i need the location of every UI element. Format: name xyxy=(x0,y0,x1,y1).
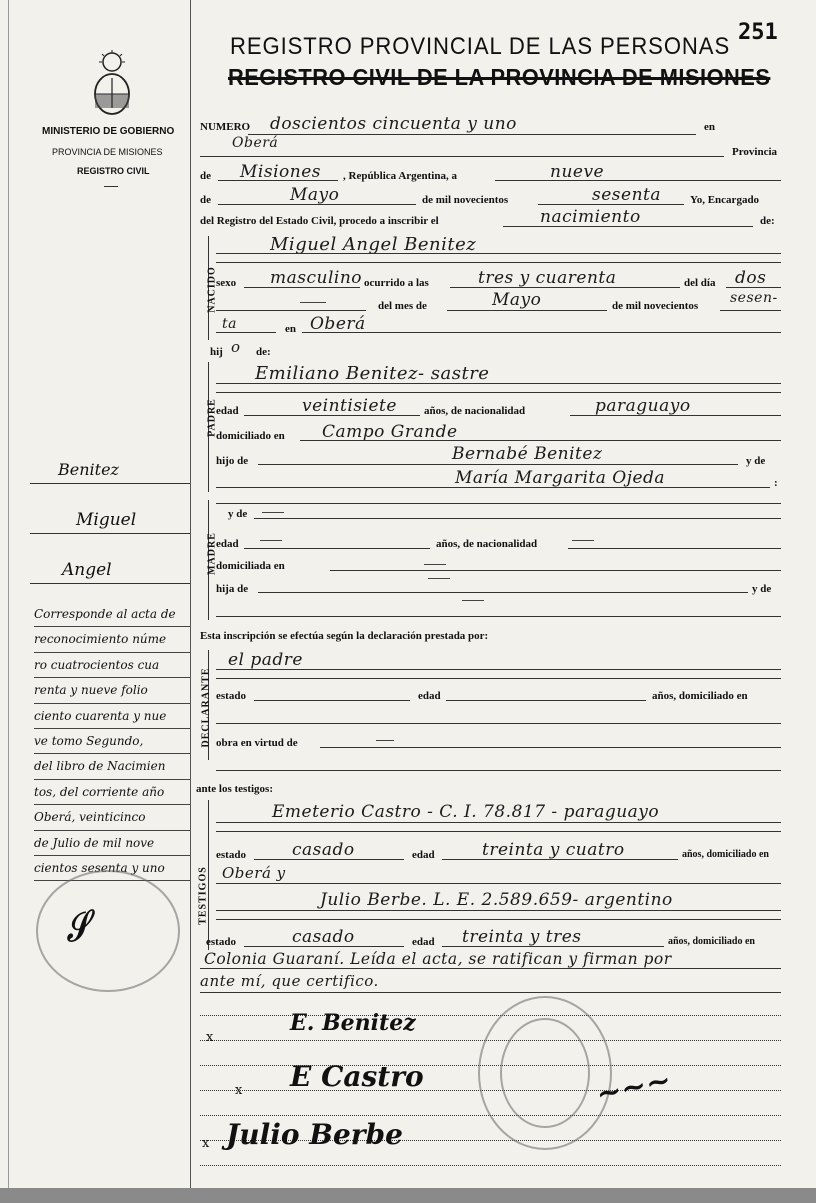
dom4-line xyxy=(216,883,781,884)
struck-title: REGISTRO CIVIL DE LA PROVINCIA DE MISIONES xyxy=(228,64,771,90)
label-numero: NUMERO xyxy=(200,121,251,133)
label-del-dia: del día xyxy=(684,277,716,289)
margin-nombre1: Miguel xyxy=(76,510,137,530)
hw-testigo2-estado: casado xyxy=(292,927,355,947)
hw-abuela: María Margarita Ojeda xyxy=(455,468,666,488)
label-mil-nov: de mil novecientos xyxy=(422,194,509,206)
provincia-line xyxy=(218,180,338,181)
margin-apellido: Benitez xyxy=(58,460,119,479)
dash-obra xyxy=(376,740,394,741)
dash-nac2 xyxy=(572,540,594,541)
abuelo-line xyxy=(258,464,738,465)
label-anos-dom3: años, domiciliado en xyxy=(668,936,755,947)
label-republica: , República Argentina, a xyxy=(343,170,457,182)
label-hija-de: hija de xyxy=(216,583,249,595)
hw-cierre1: Colonia Guaraní. Leída el acta, se ratifican y firman por xyxy=(204,950,672,968)
hija-line2 xyxy=(216,616,781,617)
margin-note-line: Corresponde al acta de xyxy=(34,602,190,627)
label-domiciliado: domiciliado en xyxy=(216,430,285,442)
label-yo: Yo, Encargado xyxy=(690,194,760,206)
margin-divider xyxy=(190,0,191,1203)
label-anos-dom: años, domiciliado en xyxy=(652,690,748,702)
hw-ciudad: Oberá xyxy=(232,135,279,151)
margin-nombre2: Angel xyxy=(62,560,112,580)
madre-top-line xyxy=(216,503,781,504)
left-edge-rule xyxy=(8,0,9,1203)
sig-mark-3: x xyxy=(235,1083,243,1098)
padre-edad-line xyxy=(244,415,420,416)
hw-testigo2: Julio Berbe. L. E. 2.589.659- argentino xyxy=(320,890,673,910)
dash-edad2 xyxy=(260,540,282,541)
margin-note-line: reconocimiento núme xyxy=(34,627,190,652)
padre-line2 xyxy=(216,392,781,393)
sig-mark-1: x xyxy=(206,1030,214,1045)
estado-line xyxy=(254,700,410,701)
hw-nombre: Miguel Angel Benitez xyxy=(270,234,477,255)
margin-signature-icon: 𝒮 xyxy=(58,904,96,952)
section-padre: PADRE xyxy=(206,398,218,437)
sig-mark-2: x xyxy=(202,1136,210,1151)
ta-line xyxy=(216,332,276,333)
margin-note-line: del libro de Nacimien xyxy=(34,754,190,779)
label-edad: edad xyxy=(216,405,239,417)
hw-dia: nueve xyxy=(550,162,605,182)
margin-note-line: tos, del corriente año xyxy=(34,780,190,805)
label-y-de: y de xyxy=(746,455,766,467)
hw-hora: tres y cuarenta xyxy=(478,268,617,288)
label-en: en xyxy=(704,121,715,133)
edad3-line xyxy=(446,700,646,701)
hw-lugar-nac: Oberá xyxy=(310,314,366,334)
document-title: REGISTRO PROVINCIAL DE LAS PERSONAS xyxy=(230,33,731,60)
margin-note-line: cientos sesenta y uno xyxy=(34,856,190,881)
sexo-line xyxy=(244,287,360,288)
testigo1-line xyxy=(216,822,781,823)
label-obra: obra en virtud de xyxy=(216,737,298,749)
margin-note-line: de Julio de mil nove xyxy=(34,831,190,856)
edad2-line xyxy=(244,548,430,549)
section-testigos: TESTIGOS xyxy=(197,866,209,925)
sig-line-7 xyxy=(200,1165,781,1166)
margin-stamp-icon xyxy=(36,870,180,992)
label-y-de2: y de xyxy=(228,508,248,520)
label-y-de3: y de xyxy=(752,583,772,595)
dash-dom2 xyxy=(424,564,446,565)
label-edad3: edad xyxy=(418,690,441,702)
label-provincia: Provincia xyxy=(732,146,778,158)
estado2-line xyxy=(254,859,404,860)
hw-mes: Mayo xyxy=(290,185,340,205)
margin-rule-1 xyxy=(30,483,190,484)
label-inscripcion: Esta inscripción se efectúa según la declaración prestada por: xyxy=(200,630,489,642)
label-anos-dom2: años, domiciliado en xyxy=(682,849,769,860)
testigo2-line xyxy=(216,910,781,911)
hw-testigo2-edad: treinta y tres xyxy=(462,927,582,947)
label-estado: estado xyxy=(216,690,246,702)
margin-note xyxy=(34,602,190,881)
label-del-registro: del Registro del Estado Civil, procedo a inscribir el xyxy=(200,215,439,227)
mes-line xyxy=(218,204,416,205)
label-en2: en xyxy=(285,323,296,335)
margin-note-line: Oberá, veinticinco xyxy=(34,805,190,830)
hw-testigo1: Emeterio Castro - C. I. 78.817 - paraguayo xyxy=(272,802,660,822)
dia-line xyxy=(495,180,781,181)
hw-cierre2: ante mí, que certifico. xyxy=(200,972,379,990)
dom3-line xyxy=(216,723,781,724)
dia-nac-line xyxy=(726,287,781,288)
label-ante: ante los testigos: xyxy=(196,783,273,795)
hw-abuelo: Bernabé Benitez xyxy=(452,444,603,464)
yde-line xyxy=(254,518,781,519)
hw-testigo1-edad: treinta y cuatro xyxy=(482,840,625,860)
margin-rule-2 xyxy=(30,533,190,534)
section-madre: MADRE xyxy=(206,532,218,575)
institution-ministry: MINISTERIO DE GOBIERNO xyxy=(42,126,175,137)
label-edad5: edad xyxy=(412,936,435,948)
declarante-line2 xyxy=(216,678,781,679)
dash-yde xyxy=(262,512,284,513)
label-mil-nov2: de mil novecientos xyxy=(612,300,699,312)
nombre-line xyxy=(216,253,781,254)
label-de3: de: xyxy=(256,346,271,358)
label-hijo-de: hijo de xyxy=(216,455,249,467)
acto-line xyxy=(503,226,753,227)
obra-line xyxy=(320,747,781,748)
label-edad2: edad xyxy=(216,538,239,550)
dash-hija xyxy=(428,578,450,579)
abuela-line xyxy=(216,487,770,488)
hw-mes-nac: Mayo xyxy=(492,290,542,310)
estado3-line xyxy=(244,946,404,947)
margin-rule-3 xyxy=(30,583,190,584)
margin-note-line: ciento cuarenta y nue xyxy=(34,704,190,729)
numero-line xyxy=(248,134,696,135)
official-stamp-inner xyxy=(500,1018,590,1128)
label-domiciliada: domiciliada en xyxy=(216,560,285,572)
label-de2: de xyxy=(200,194,211,206)
bottom-band xyxy=(0,1188,816,1203)
padre-nac-line xyxy=(570,415,781,416)
signature-benitez: E. Benitez xyxy=(290,1010,416,1036)
hw-declarante: el padre xyxy=(228,650,303,670)
signature-berbe: Julio Berbe xyxy=(226,1118,403,1151)
section-nacido: NACIDO xyxy=(206,266,218,313)
lugar-line xyxy=(302,332,781,333)
hw-padre-edad: veintisiete xyxy=(302,396,397,416)
declarante-line xyxy=(216,669,781,670)
testigo1-line2 xyxy=(216,831,781,832)
nac2-line xyxy=(568,548,781,549)
ciudad-line xyxy=(200,156,724,157)
hw-padre-dom: Campo Grande xyxy=(322,422,458,442)
label-de: de xyxy=(200,170,211,182)
hw-acto: nacimiento xyxy=(540,207,641,227)
label-estado3: estado xyxy=(206,936,236,948)
hw-testigo1-estado: casado xyxy=(292,840,355,860)
label-edad4: edad xyxy=(412,849,435,861)
hw-anio: sesenta xyxy=(592,185,661,205)
label-ocurrido: ocurrido a las xyxy=(364,277,429,289)
obra-line2 xyxy=(216,770,781,771)
edad4-line xyxy=(442,859,678,860)
label-hijo: hij xyxy=(210,346,223,358)
margin-note-line: ro cuatrocientos cua xyxy=(34,653,190,678)
label-anos-nac2: años, de nacionalidad xyxy=(436,538,538,550)
sig-line-1 xyxy=(200,1015,781,1016)
padre-line xyxy=(216,383,781,384)
hw-sexo: masculino xyxy=(270,268,363,288)
margin-note-line: renta y nueve folio xyxy=(34,678,190,703)
institution-underline xyxy=(104,186,118,187)
hija-line xyxy=(258,592,748,593)
hw-padre: Emiliano Benitez- sastre xyxy=(255,363,490,384)
hw-dia-nac: dos xyxy=(735,268,767,288)
hw-numero: doscientos cincuenta y uno xyxy=(270,114,517,134)
nombre-line2 xyxy=(216,262,781,263)
label-sexo: sexo xyxy=(216,277,237,289)
label-abuela-colon: : xyxy=(774,477,778,489)
hora-line xyxy=(450,287,680,288)
page-number: 251 xyxy=(738,20,778,45)
hw-testigo1-dom: Oberá y xyxy=(222,864,286,882)
hw-padre-nac: paraguayo xyxy=(595,396,691,416)
mes-nac-line xyxy=(447,310,607,311)
blank-line xyxy=(216,310,366,311)
label-anos-nac: años, de nacionalidad xyxy=(424,405,526,417)
dom2-line xyxy=(330,570,781,571)
dash-hija2 xyxy=(462,600,484,601)
signature-castro: E Castro xyxy=(290,1060,424,1093)
hw-provincia: Misiones xyxy=(240,162,321,182)
hw-hijo-suffix: o xyxy=(231,338,241,356)
margin-note-line: ve tomo Segundo, xyxy=(34,729,190,754)
coat-of-arms-icon xyxy=(88,50,136,118)
hw-anio-nac2: ta xyxy=(222,316,237,332)
institution-province: PROVINCIA DE MISIONES xyxy=(52,147,163,157)
dash-blank xyxy=(300,302,326,303)
cierre2-line xyxy=(200,992,781,993)
cierre1-line xyxy=(200,968,781,969)
padre-dom-line xyxy=(300,440,781,441)
anio-line xyxy=(538,204,684,205)
label-del-mes: del mes de xyxy=(378,300,427,312)
hw-anio-nac1: sesen- xyxy=(730,290,778,306)
testigo2-line2 xyxy=(216,919,781,920)
registrar-signature-icon: ~~~ xyxy=(593,1062,675,1113)
institution-registry: REGISTRO CIVIL xyxy=(77,166,150,176)
edad5-line xyxy=(442,946,664,947)
section-declarante: DECLARANTE xyxy=(200,667,212,748)
label-estado2: estado xyxy=(216,849,246,861)
anio-nac-line xyxy=(720,310,781,311)
label-de-colon: de: xyxy=(760,215,775,227)
